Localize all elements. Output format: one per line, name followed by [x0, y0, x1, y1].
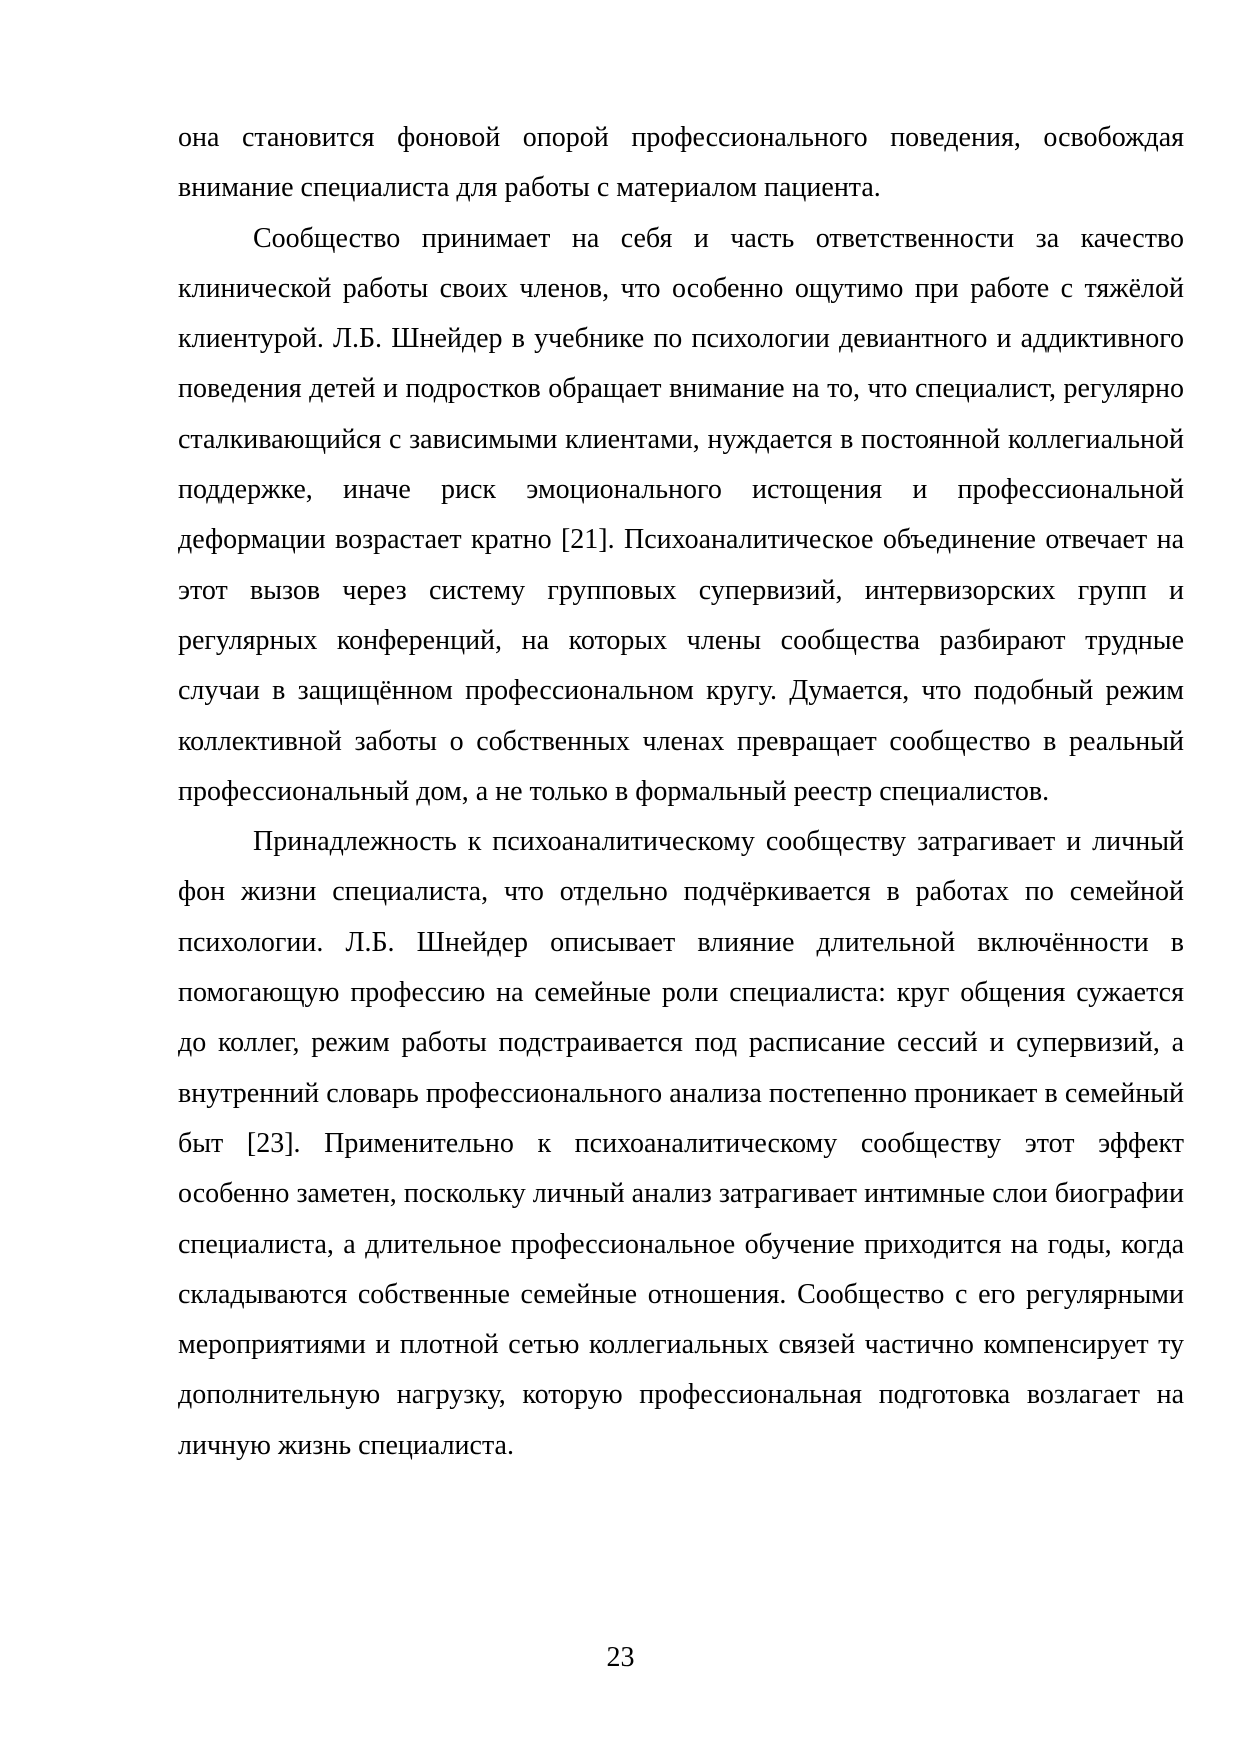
- paragraph-3: Принадлежность к психоаналитическому сообществу затрагивает и личный фон жизни специалиста, что отдельно подчёркивается в работах по семейной психологии. Л.Б. Шнейдер описывает влияние длительной включённости в помогающую профессию на семейные роли специалиста: круг общения сужается до коллег, режим работы подстраивается под расписание сессий и супервизий, а внутренний словарь профессионального анализа постепенно проникает в семейный быт [23]. Применительно к психоаналитическому сообществу этот эффект особенно заметен, поскольку личный анализ затрагивает интимные слои биографии специалиста, а длительное профессиональное обучение приходится на годы, когда складываются собственные семейные отношения. Сообщество с его регулярными мероприятиями и плотной сетью коллегиальных связей частично компенсирует ту дополнительную нагрузку, которую профессиональная подготовка возлагает на личную жизнь специалиста.: [178, 826, 1184, 1461]
- paragraph-2: Сообщество принимает на себя и часть ответственности за качество клинической работы своих членов, что особенно ощутимо при работе с тяжёлой клиентурой. Л.Б. Шнейдер в учебнике по психологии девиантного и аддиктивного поведения детей и подростков обращает внимание на то, что специалист, регулярно сталкивающийся с зависимыми клиентами, нуждается в постоянной коллегиальной поддержке, иначе риск эмоционального истощения и профессиональной деформации возрастает кратно [21]. Психоаналитическое объединение отвечает на этот вызов через систему групповых супервизий, интервизорских групп и регулярных конференций, на которых члены сообщества разбирают трудные случаи в защищённом профессиональном кругу. Думается, что подобный режим коллективной заботы о собственных членах превращает сообщество в реальный профессиональный дом, а не только в формальный реестр специалистов.: [178, 222, 1184, 807]
- body-text: [178, 113, 1184, 1471]
- page-number: 23: [606, 1642, 635, 1673]
- paragraph-1: она становится фоновой опорой профессионального поведения, освобождая внимание специалиста для работы с материалом пациента.: [178, 122, 1184, 204]
